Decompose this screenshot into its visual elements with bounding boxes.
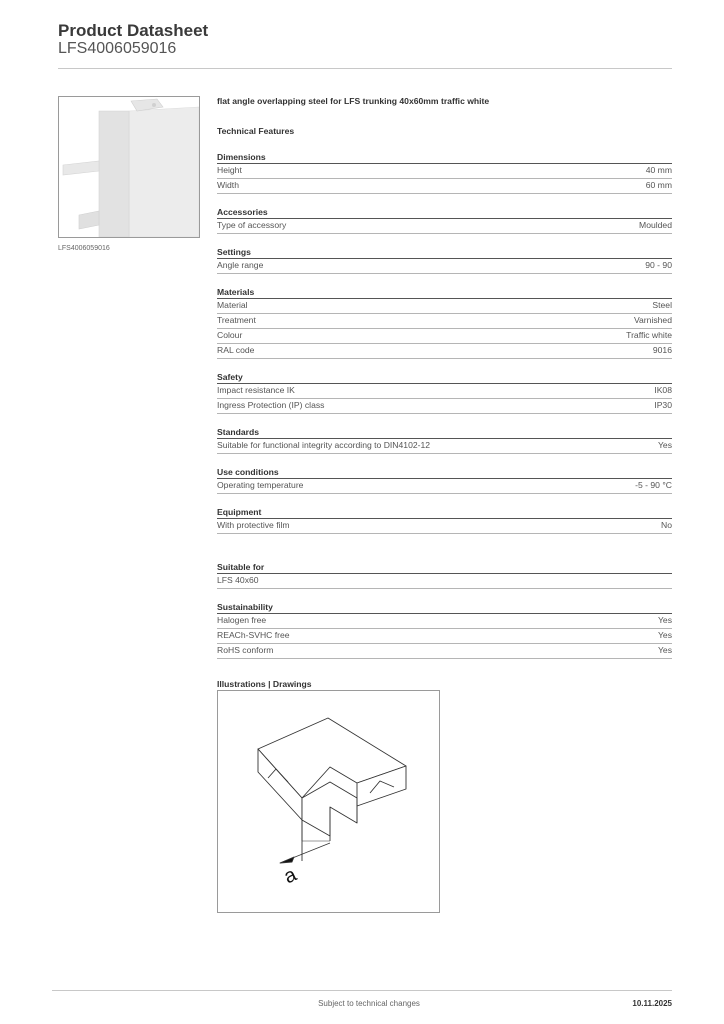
spec-row <box>217 299 672 314</box>
technical-features-title: Technical Features <box>217 126 295 136</box>
spec-row <box>217 329 672 344</box>
spec-row <box>217 344 672 359</box>
spec-label: Type of accessory <box>217 220 287 230</box>
spec-value: Yes <box>657 645 672 655</box>
spec-value: No <box>661 520 672 530</box>
page-title: Product Datasheet <box>58 21 209 40</box>
spec-row <box>217 314 672 329</box>
section-title: Safety <box>217 372 672 384</box>
spec-value: Yes <box>657 615 672 625</box>
spec-row <box>217 614 672 629</box>
technical-drawing <box>217 690 440 913</box>
spec-label: Angle range <box>217 260 264 270</box>
spec-label: RAL code <box>217 345 255 355</box>
spec-value: Traffic white <box>626 330 672 340</box>
spec-row <box>217 519 672 534</box>
spec-row <box>217 259 672 274</box>
spec-label: Treatment <box>217 315 256 325</box>
spec-row <box>217 164 672 179</box>
spec-row <box>217 384 672 399</box>
spec-label: Operating temperature <box>217 480 304 490</box>
spec-label: Width <box>217 180 239 190</box>
section-standards <box>217 427 672 454</box>
spec-label: Halogen free <box>217 615 267 625</box>
spec-row <box>217 574 672 589</box>
product-code: LFS4006059016 <box>58 40 177 57</box>
section-title: Sustainability <box>217 602 672 614</box>
spec-row <box>217 219 672 234</box>
spec-value: Steel <box>652 300 672 310</box>
spec-label: Ingress Protection (IP) class <box>217 400 325 410</box>
spec-value: -5 - 90 °C <box>635 480 672 490</box>
section-suitable-for <box>217 562 672 589</box>
spec-value: 40 mm <box>645 165 672 175</box>
product-photo <box>58 96 200 238</box>
section-title: Use conditions <box>217 467 672 479</box>
section-title: Settings <box>217 247 672 259</box>
section-title: Standards <box>217 427 672 439</box>
footer-note: Subject to technical changes <box>318 999 420 1008</box>
spec-value: Yes <box>657 630 672 640</box>
spec-row <box>217 644 672 659</box>
photo-caption: LFS4006059016 <box>58 245 110 252</box>
footer-date: 10.11.2025 <box>632 999 672 1008</box>
section-sustainability <box>217 602 672 659</box>
spec-label: Height <box>217 165 242 175</box>
spec-row <box>217 629 672 644</box>
dimension-label: a <box>280 863 300 889</box>
footer-divider <box>52 990 672 991</box>
spec-value: IP30 <box>654 400 672 410</box>
spec-label: Suitable for functional integrity according to DIN4102-12 <box>217 440 431 450</box>
spec-row <box>217 439 672 454</box>
section-safety <box>217 372 672 414</box>
spec-value: Moulded <box>639 220 672 230</box>
product-description: flat angle overlapping steel for LFS trunking 40x60mm traffic white <box>217 96 490 106</box>
section-equipment <box>217 507 672 534</box>
spec-content <box>217 96 672 690</box>
section-title: Accessories <box>217 207 672 219</box>
spec-row <box>217 179 672 194</box>
spec-value: 60 mm <box>645 180 672 190</box>
spec-label: Impact resistance IK <box>217 385 295 395</box>
header-divider <box>58 68 672 69</box>
spec-label: With protective film <box>217 520 290 530</box>
spec-value: 90 - 90 <box>645 260 672 270</box>
spec-value: Yes <box>657 440 672 450</box>
spec-value: Varnished <box>633 315 672 325</box>
section-materials <box>217 287 672 359</box>
section-title: Materials <box>217 287 672 299</box>
section-title: Equipment <box>217 507 672 519</box>
spec-label: Material <box>217 300 248 310</box>
section-settings <box>217 247 672 274</box>
product-photo-image <box>59 97 199 237</box>
technical-drawing-image <box>218 691 439 912</box>
spec-row <box>217 479 672 494</box>
section-use-conditions <box>217 467 672 494</box>
section-dimensions <box>217 152 672 194</box>
spec-label: Colour <box>217 330 243 340</box>
spec-label: RoHS conform <box>217 645 274 655</box>
spec-row <box>217 399 672 414</box>
section-title: Suitable for <box>217 562 672 574</box>
spec-value: 9016 <box>652 345 672 355</box>
spec-label: LFS 40x60 <box>217 575 259 585</box>
section-accessories <box>217 207 672 234</box>
spec-label: REACh-SVHC free <box>217 630 290 640</box>
spec-value: IK08 <box>654 385 672 395</box>
section-title: Dimensions <box>217 152 672 164</box>
illustrations-title: Illustrations | Drawings <box>217 679 312 689</box>
